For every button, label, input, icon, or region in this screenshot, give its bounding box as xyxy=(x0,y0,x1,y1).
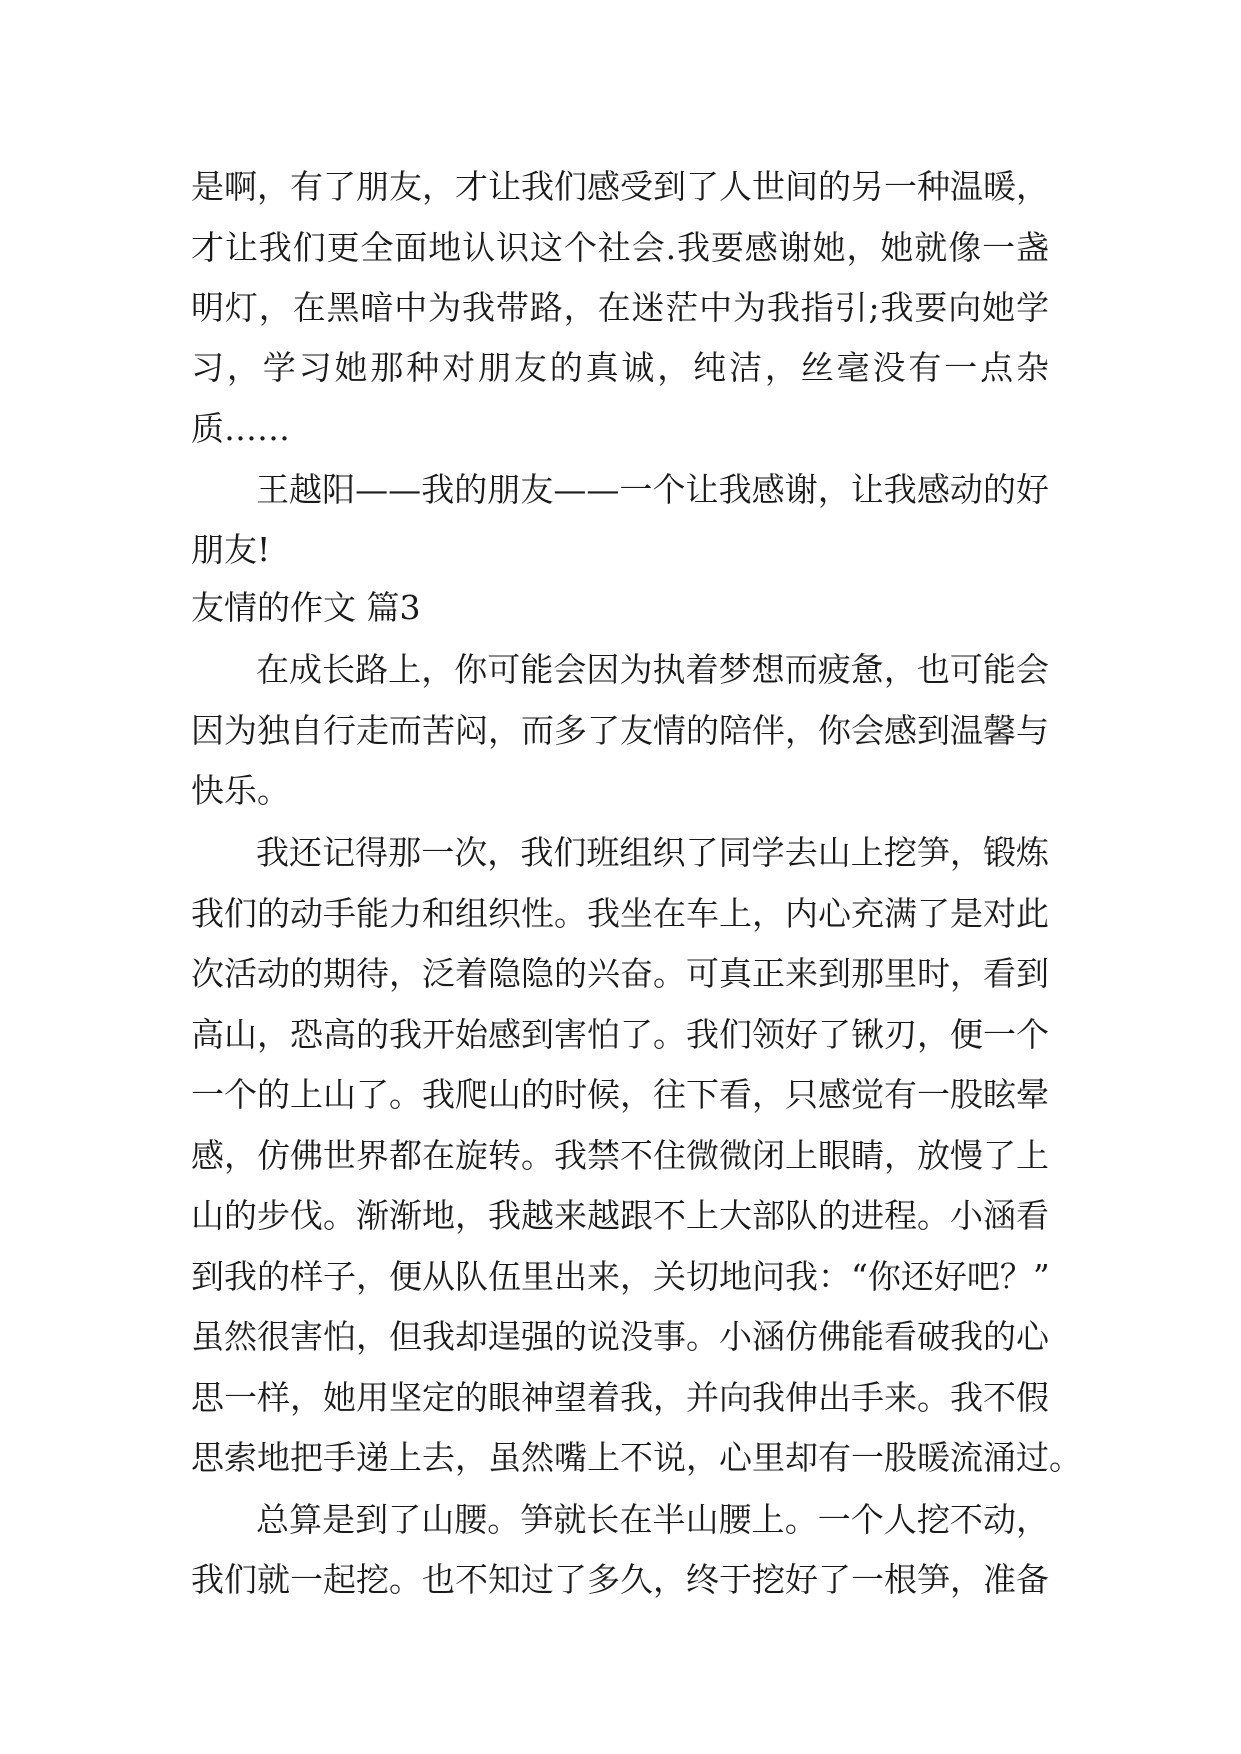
section-heading: 友情的作文 篇3 xyxy=(191,588,421,627)
paragraph-line: 王越阳——我的朋友——一个让我感谢，让我感动的好 xyxy=(256,470,1049,509)
paragraph-line: 明灯，在黑暗中为我带路，在迷茫中为我指引;我要向她学 xyxy=(191,288,1049,327)
paragraph-line: 是啊，有了朋友，才让我们感受到了人世间的另一种温暖， xyxy=(191,167,1049,206)
paragraph-line: 朋友! xyxy=(191,530,271,569)
paragraph-line: 高山，恐高的我开始感到害怕了。我们领好了锹刃，便一个 xyxy=(191,1015,1049,1054)
paragraph-line: 思一样，她用坚定的眼神望着我，并向我伸出手来。我不假 xyxy=(191,1378,1049,1417)
paragraph-line: 才让我们更全面地认识这个社会.我要感谢她，她就像一盏 xyxy=(191,228,1049,267)
paragraph-line: 总算是到了山腰。笋就长在半山腰上。一个人挖不动， xyxy=(256,1500,1049,1539)
paragraph-line: 一个的上山了。我爬山的时候，往下看，只感觉有一股眩晕 xyxy=(191,1075,1049,1114)
paragraph-line: 次活动的期待，泛着隐隐的兴奋。可真正来到那里时，看到 xyxy=(191,954,1049,993)
paragraph-line: 在成长路上，你可能会因为执着梦想而疲惫，也可能会 xyxy=(256,650,1049,689)
paragraph-line: 思索地把手递上去，虽然嘴上不说，心里却有一股暖流涌过。 xyxy=(191,1438,1082,1477)
paragraph-line: 我还记得那一次，我们班组织了同学去山上挖笋，锻炼 xyxy=(256,833,1049,872)
paragraph-line: 习，学习她那种对朋友的真诚，纯洁，丝毫没有一点杂 xyxy=(191,348,1049,387)
paragraph-line: 我们就一起挖。也不知过了多久，终于挖好了一根笋，准备 xyxy=(191,1560,1049,1599)
paragraph-line: 快乐。 xyxy=(191,771,290,810)
paragraph-line: 质…… xyxy=(191,409,290,448)
paragraph-line: 感，仿佛世界都在旋转。我禁不住微微闭上眼睛，放慢了上 xyxy=(191,1136,1049,1175)
paragraph-line: 山的步伐。渐渐地，我越来越跟不上大部队的进程。小涵看 xyxy=(191,1196,1049,1235)
paragraph-line: 到我的样子，便从队伍里出来，关切地问我：“你还好吧？” xyxy=(191,1257,1050,1296)
paragraph-line: 因为独自行走而苦闷，而多了友情的陪伴，你会感到温馨与 xyxy=(191,711,1049,750)
paragraph-line: 我们的动手能力和组织性。我坐在车上，内心充满了是对此 xyxy=(191,894,1049,933)
paragraph-line: 虽然很害怕，但我却逞强的说没事。小涵仿佛能看破我的心 xyxy=(191,1317,1049,1356)
